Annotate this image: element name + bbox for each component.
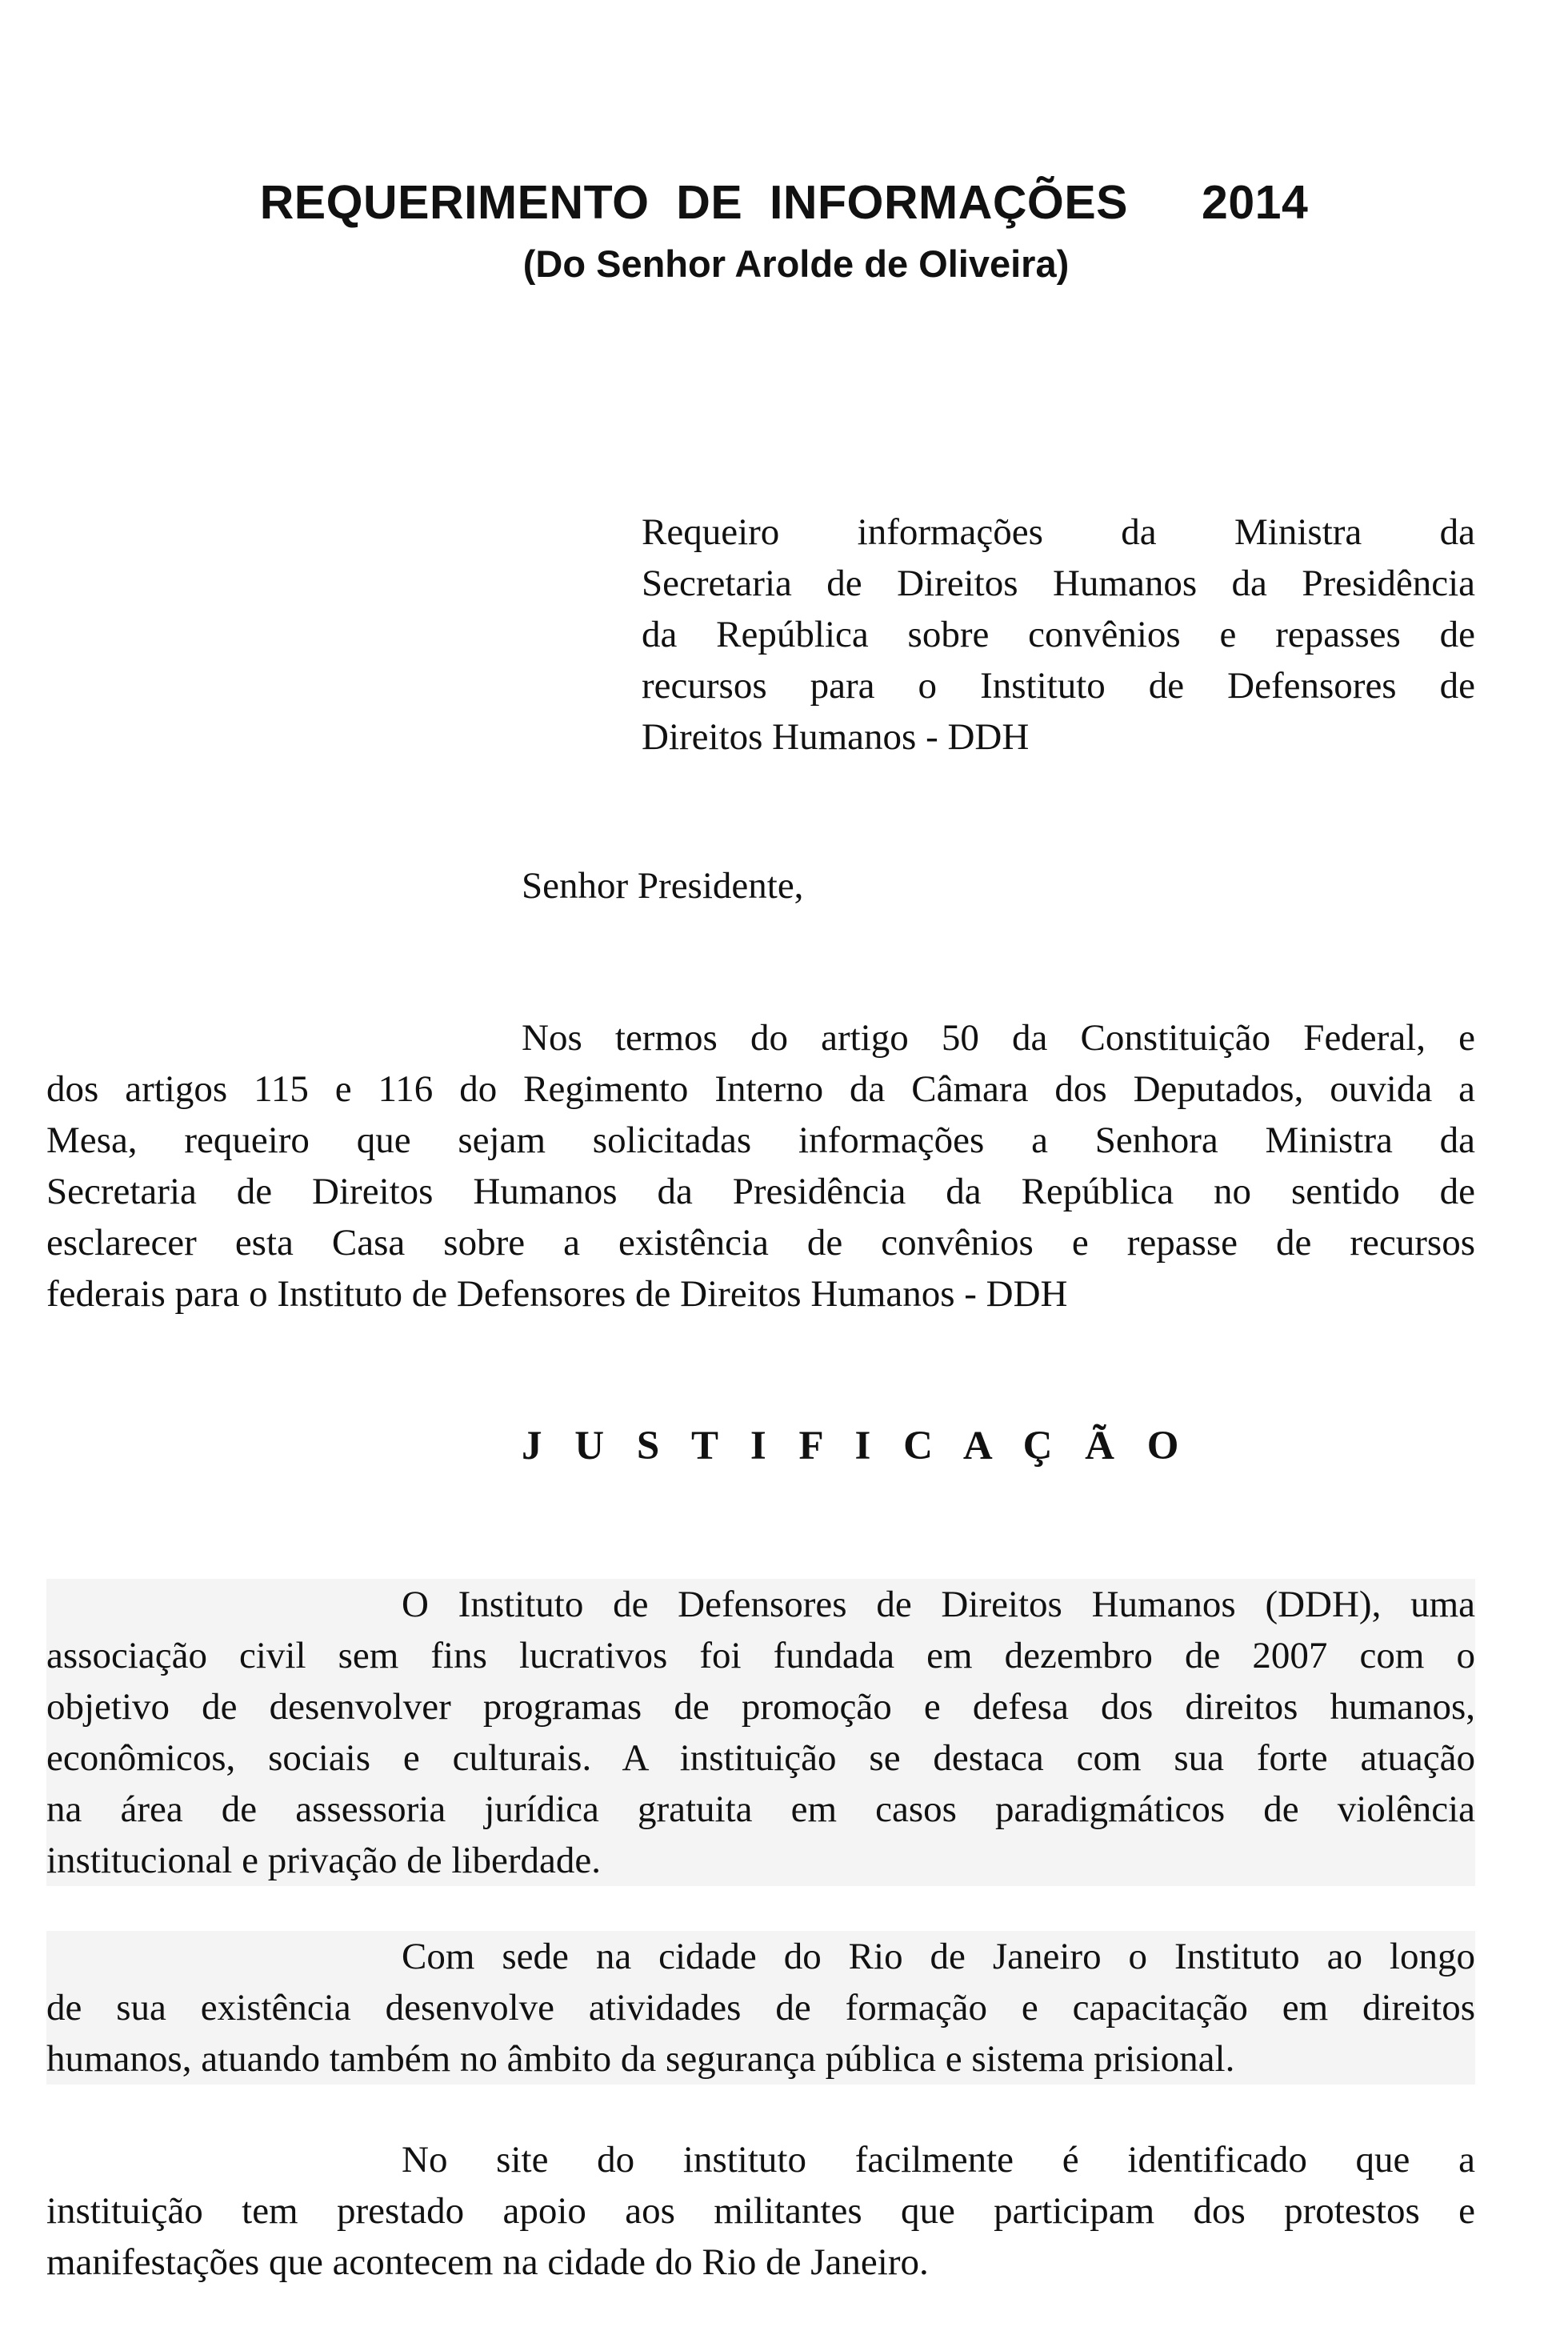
ementa-line: Requeiro informações da Ministra da <box>642 511 1475 553</box>
paragraph-line: associação civil sem fins lucrativos foi fundada em dezembro de 2007 com o <box>46 1635 1475 1676</box>
greeting: Senhor Presidente, <box>522 865 804 907</box>
paragraph-line: humanos, atuando também no âmbito da segurança pública e sistema prisional. <box>46 2038 1235 2080</box>
paragraph-line: federais para o Instituto de Defensores de Direitos Humanos - DDH <box>46 1273 1068 1315</box>
paragraph-line: O Instituto de Defensores de Direitos Humanos (DDH), uma <box>402 1584 1475 1625</box>
document-title <box>0 174 1568 230</box>
justification-paragraph-2 <box>46 1931 1475 2085</box>
paragraph-line: na área de assessoria jurídica gratuita em casos paradigmáticos de violência <box>46 1788 1475 1830</box>
paragraph-line: dos artigos 115 e 116 do Regimento Interno da Câmara dos Deputados, ouvida a <box>46 1068 1475 1110</box>
title-year: 2014 <box>1202 176 1309 229</box>
paragraph-line: No site do instituto facilmente é identificado que a <box>402 2139 1475 2181</box>
paragraph-line: objetivo de desenvolver programas de promoção e defesa dos direitos humanos, <box>46 1686 1475 1728</box>
paragraph-line: manifestações que acontecem na cidade do Rio de Janeiro. <box>46 2241 929 2283</box>
ementa-line: Secretaria de Direitos Humanos da Presidência <box>642 563 1475 604</box>
paragraph-line: instituição tem prestado apoio aos militantes que participam dos protestos e <box>46 2190 1475 2232</box>
paragraph-line: econômicos, sociais e culturais. A instituição se destaca com sua forte atuação <box>46 1737 1475 1779</box>
ementa-block <box>642 507 1475 763</box>
ementa-line: Direitos Humanos - DDH <box>642 716 1030 758</box>
justification-paragraph-1 <box>46 1579 1475 1886</box>
paragraph-line: Nos termos do artigo 50 da Constituição Federal, e <box>522 1017 1475 1059</box>
ementa-line: recursos para o Instituto de Defensores de <box>642 665 1475 707</box>
request-paragraph <box>46 1012 1475 1320</box>
paragraph-line: esclarecer esta Casa sobre a existência de convênios e repasse de recursos <box>46 1222 1475 1264</box>
paragraph-line: Mesa, requeiro que sejam solicitadas informações a Senhora Ministra da <box>46 1119 1475 1161</box>
paragraph-line: Secretaria de Direitos Humanos da Presidência da República no sentido de <box>46 1171 1475 1212</box>
document-subtitle: (Do Senhor Arolde de Oliveira) <box>522 242 1070 285</box>
title-text: REQUERIMENTO DE INFORMAÇÕES <box>259 176 1129 229</box>
ementa-line: da República sobre convênios e repasses de <box>642 614 1475 655</box>
paragraph-line: institucional e privação de liberdade. <box>46 1840 601 1881</box>
paragraph-line: Com sede na cidade do Rio de Janeiro o Instituto ao longo <box>402 1936 1475 1977</box>
justification-heading: J U S T I F I C A Ç Ã O <box>522 1424 1190 1468</box>
paragraph-line: de sua existência desenvolve atividades de formação e capacitação em direitos <box>46 1987 1475 2029</box>
justification-paragraph-3 <box>46 2134 1475 2288</box>
